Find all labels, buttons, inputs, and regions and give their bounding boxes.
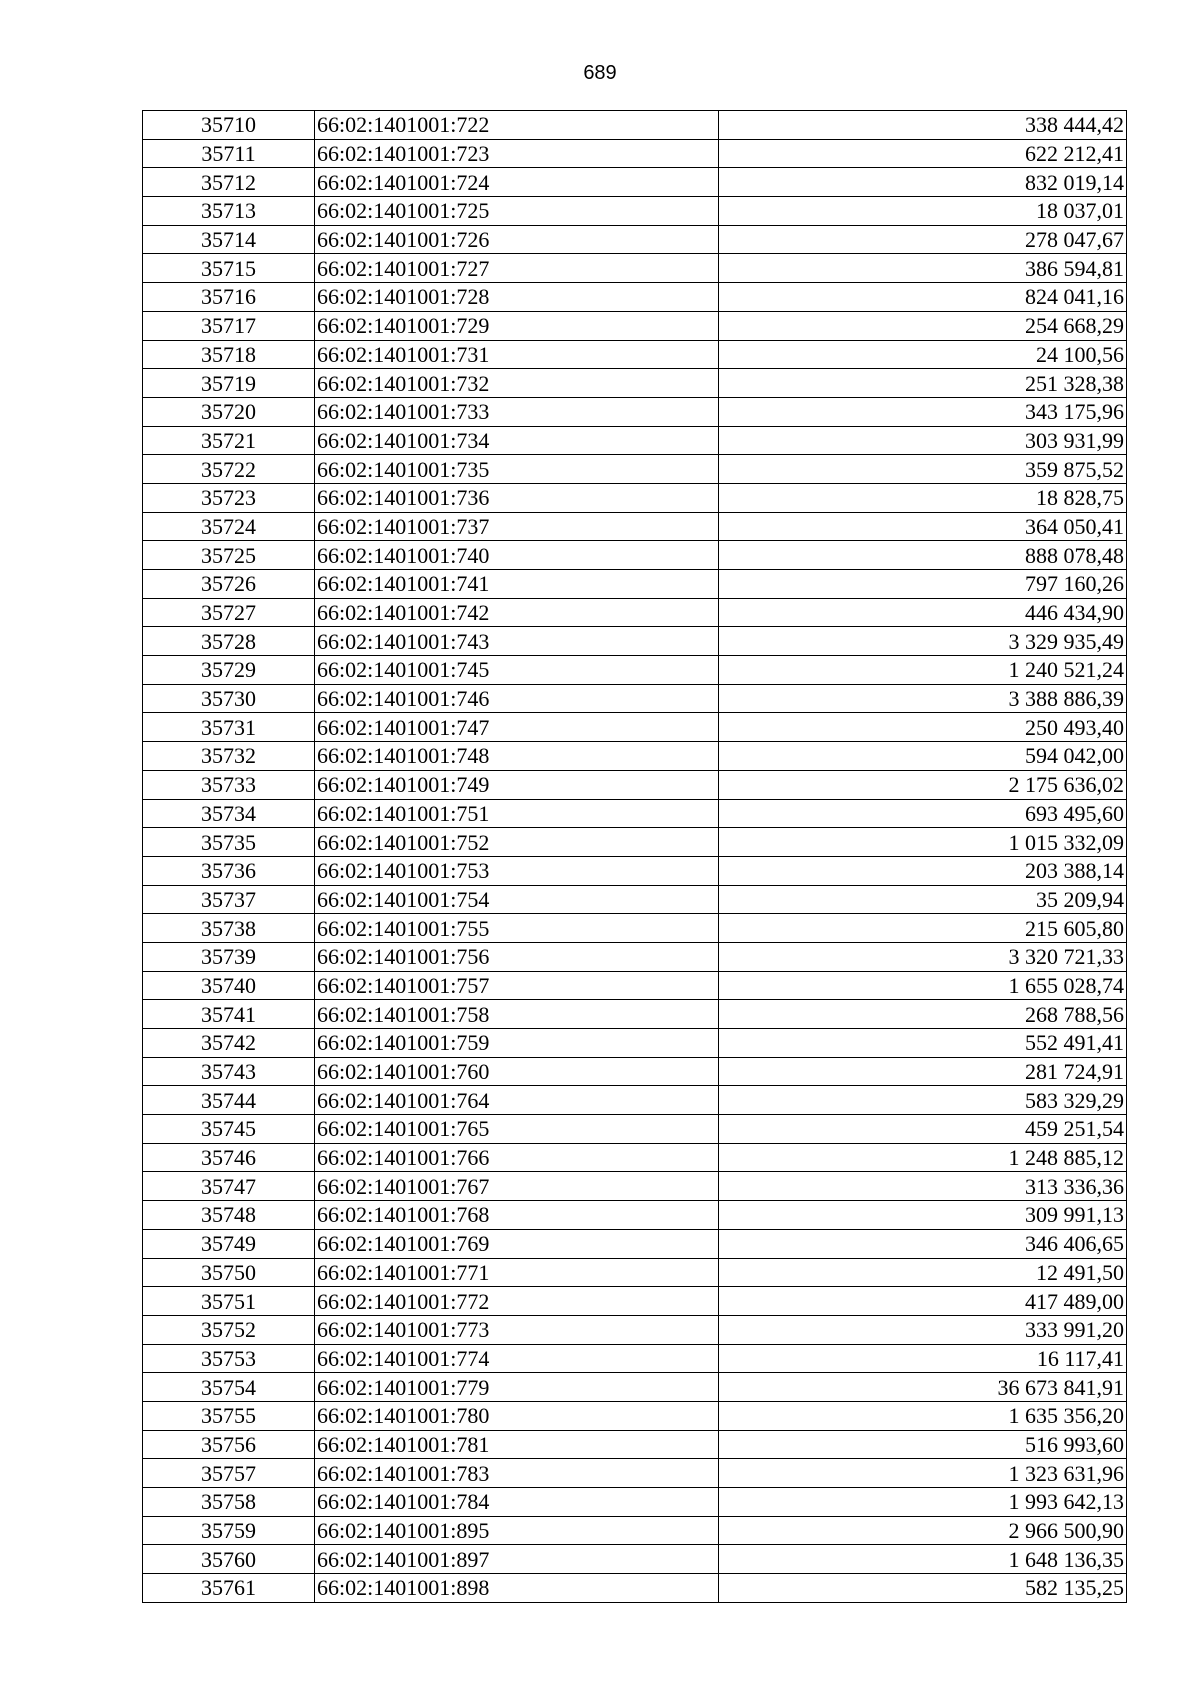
- cadastral-number-cell: 66:02:1401001:741: [315, 570, 719, 599]
- row-number-cell: 35751: [143, 1287, 315, 1316]
- cadastral-number-cell: 66:02:1401001:780: [315, 1401, 719, 1430]
- cadastral-value-cell: 824 041,16: [719, 283, 1127, 312]
- cadastral-number-cell: 66:02:1401001:766: [315, 1143, 719, 1172]
- row-number-cell: 35747: [143, 1172, 315, 1201]
- row-number-cell: 35727: [143, 598, 315, 627]
- cadastral-value-cell: 1 323 631,96: [719, 1459, 1127, 1488]
- cadastral-value-cell: 3 329 935,49: [719, 627, 1127, 656]
- cadastral-value-cell: 16 117,41: [719, 1344, 1127, 1373]
- table-row: [143, 914, 1127, 943]
- row-number-cell: 35715: [143, 254, 315, 283]
- cadastral-number-cell: 66:02:1401001:754: [315, 885, 719, 914]
- row-number-cell: 35755: [143, 1401, 315, 1430]
- cadastral-value-cell: 797 160,26: [719, 570, 1127, 599]
- row-number-cell: 35732: [143, 742, 315, 771]
- row-number-cell: 35746: [143, 1143, 315, 1172]
- row-number-cell: 35717: [143, 311, 315, 340]
- cadastral-number-cell: 66:02:1401001:774: [315, 1344, 719, 1373]
- row-number-cell: 35711: [143, 139, 315, 168]
- table-row: [143, 197, 1127, 226]
- cadastral-number-cell: 66:02:1401001:743: [315, 627, 719, 656]
- table-row: [143, 1373, 1127, 1402]
- row-number-cell: 35748: [143, 1201, 315, 1230]
- row-number-cell: 35726: [143, 570, 315, 599]
- table-row: [143, 885, 1127, 914]
- row-number-cell: 35759: [143, 1516, 315, 1545]
- cadastral-number-cell: 66:02:1401001:773: [315, 1315, 719, 1344]
- table-row: [143, 139, 1127, 168]
- row-number-cell: 35712: [143, 168, 315, 197]
- cadastral-value-cell: 278 047,67: [719, 225, 1127, 254]
- cadastral-number-cell: 66:02:1401001:726: [315, 225, 719, 254]
- row-number-cell: 35752: [143, 1315, 315, 1344]
- row-number-cell: 35745: [143, 1115, 315, 1144]
- cadastral-number-cell: 66:02:1401001:781: [315, 1430, 719, 1459]
- row-number-cell: 35743: [143, 1057, 315, 1086]
- cadastral-number-cell: 66:02:1401001:723: [315, 139, 719, 168]
- row-number-cell: 35741: [143, 1000, 315, 1029]
- row-number-cell: 35729: [143, 656, 315, 685]
- cadastral-number-cell: 66:02:1401001:735: [315, 455, 719, 484]
- cadastral-number-cell: 66:02:1401001:747: [315, 713, 719, 742]
- table-row: [143, 340, 1127, 369]
- cadastral-value-cell: 36 673 841,91: [719, 1373, 1127, 1402]
- table-row: [143, 598, 1127, 627]
- cadastral-number-cell: 66:02:1401001:753: [315, 856, 719, 885]
- cadastral-number-cell: 66:02:1401001:733: [315, 397, 719, 426]
- cadastral-value-cell: 516 993,60: [719, 1430, 1127, 1459]
- table-row: [143, 1115, 1127, 1144]
- cadastral-value-cell: 459 251,54: [719, 1115, 1127, 1144]
- row-number-cell: 35739: [143, 942, 315, 971]
- table-row: [143, 1201, 1127, 1230]
- cadastral-number-cell: 66:02:1401001:752: [315, 828, 719, 857]
- cadastral-value-cell: 1 015 332,09: [719, 828, 1127, 857]
- cadastral-number-cell: 66:02:1401001:760: [315, 1057, 719, 1086]
- table-row: [143, 1545, 1127, 1574]
- row-number-cell: 35736: [143, 856, 315, 885]
- cadastral-value-cell: 203 388,14: [719, 856, 1127, 885]
- cadastral-value-cell: 693 495,60: [719, 799, 1127, 828]
- table-row: [143, 828, 1127, 857]
- row-number-cell: 35713: [143, 197, 315, 226]
- cadastral-number-cell: 66:02:1401001:746: [315, 684, 719, 713]
- row-number-cell: 35725: [143, 541, 315, 570]
- row-number-cell: 35718: [143, 340, 315, 369]
- row-number-cell: 35760: [143, 1545, 315, 1574]
- table-row: [143, 283, 1127, 312]
- table-row: [143, 713, 1127, 742]
- cadastral-value-cell: 268 788,56: [719, 1000, 1127, 1029]
- cadastral-value-cell: 594 042,00: [719, 742, 1127, 771]
- cadastral-value-cell: 35 209,94: [719, 885, 1127, 914]
- table-row: [143, 770, 1127, 799]
- table-row: [143, 1574, 1127, 1603]
- cadastral-number-cell: 66:02:1401001:751: [315, 799, 719, 828]
- row-number-cell: 35735: [143, 828, 315, 857]
- cadastral-value-cell: 251 328,38: [719, 369, 1127, 398]
- table-row: [143, 684, 1127, 713]
- row-number-cell: 35723: [143, 483, 315, 512]
- cadastral-number-cell: 66:02:1401001:749: [315, 770, 719, 799]
- cadastral-value-cell: 1 240 521,24: [719, 656, 1127, 685]
- cadastral-value-cell: 281 724,91: [719, 1057, 1127, 1086]
- row-number-cell: 35733: [143, 770, 315, 799]
- table-row: [143, 1029, 1127, 1058]
- cadastral-value-cell: 446 434,90: [719, 598, 1127, 627]
- row-number-cell: 35731: [143, 713, 315, 742]
- row-number-cell: 35753: [143, 1344, 315, 1373]
- table-row: [143, 627, 1127, 656]
- row-number-cell: 35710: [143, 111, 315, 140]
- cadastral-number-cell: 66:02:1401001:764: [315, 1086, 719, 1115]
- table-row: [143, 168, 1127, 197]
- cadastral-number-cell: 66:02:1401001:898: [315, 1574, 719, 1603]
- cadastral-number-cell: 66:02:1401001:727: [315, 254, 719, 283]
- table-row: [143, 1344, 1127, 1373]
- row-number-cell: 35749: [143, 1229, 315, 1258]
- cadastral-number-cell: 66:02:1401001:768: [315, 1201, 719, 1230]
- row-number-cell: 35744: [143, 1086, 315, 1115]
- row-number-cell: 35730: [143, 684, 315, 713]
- table-row: [143, 1229, 1127, 1258]
- row-number-cell: 35738: [143, 914, 315, 943]
- cadastral-number-cell: 66:02:1401001:784: [315, 1488, 719, 1517]
- cadastral-value-cell: 1 648 136,35: [719, 1545, 1127, 1574]
- cadastral-number-cell: 66:02:1401001:725: [315, 197, 719, 226]
- cadastral-value-cell: 3 320 721,33: [719, 942, 1127, 971]
- table-row: [143, 1143, 1127, 1172]
- table-row: [143, 455, 1127, 484]
- cadastral-number-cell: 66:02:1401001:745: [315, 656, 719, 685]
- row-number-cell: 35757: [143, 1459, 315, 1488]
- cadastral-number-cell: 66:02:1401001:767: [315, 1172, 719, 1201]
- cadastral-value-cell: 18 828,75: [719, 483, 1127, 512]
- cadastral-value-cell: 1 248 885,12: [719, 1143, 1127, 1172]
- table-row: [143, 742, 1127, 771]
- cadastral-value-cell: 24 100,56: [719, 340, 1127, 369]
- cadastral-value-cell: 2 966 500,90: [719, 1516, 1127, 1545]
- cadastral-value-cell: 338 444,42: [719, 111, 1127, 140]
- cadastral-number-cell: 66:02:1401001:755: [315, 914, 719, 943]
- cadastral-number-cell: 66:02:1401001:757: [315, 971, 719, 1000]
- cadastral-number-cell: 66:02:1401001:734: [315, 426, 719, 455]
- cadastral-number-cell: 66:02:1401001:783: [315, 1459, 719, 1488]
- cadastral-number-cell: 66:02:1401001:722: [315, 111, 719, 140]
- cadastral-value-cell: 346 406,65: [719, 1229, 1127, 1258]
- cadastral-value-cell: 215 605,80: [719, 914, 1127, 943]
- row-number-cell: 35714: [143, 225, 315, 254]
- table-row: [143, 1430, 1127, 1459]
- row-number-cell: 35719: [143, 369, 315, 398]
- cadastral-number-cell: 66:02:1401001:758: [315, 1000, 719, 1029]
- cadastral-number-cell: 66:02:1401001:772: [315, 1287, 719, 1316]
- cadastral-number-cell: 66:02:1401001:765: [315, 1115, 719, 1144]
- cadastral-value-cell: 888 078,48: [719, 541, 1127, 570]
- table-row: [143, 1086, 1127, 1115]
- table-row: [143, 426, 1127, 455]
- cadastral-value-cell: 250 493,40: [719, 713, 1127, 742]
- cadastral-value-cell: 343 175,96: [719, 397, 1127, 426]
- cadastral-number-cell: 66:02:1401001:742: [315, 598, 719, 627]
- cadastral-number-cell: 66:02:1401001:740: [315, 541, 719, 570]
- table-row: [143, 512, 1127, 541]
- cadastral-value-cell: 254 668,29: [719, 311, 1127, 340]
- row-number-cell: 35724: [143, 512, 315, 541]
- cadastral-value-cell: 582 135,25: [719, 1574, 1127, 1603]
- cadastral-number-cell: 66:02:1401001:736: [315, 483, 719, 512]
- table-row: [143, 656, 1127, 685]
- cadastral-value-table: [142, 110, 1127, 1603]
- row-number-cell: 35722: [143, 455, 315, 484]
- table-row: [143, 483, 1127, 512]
- cadastral-number-cell: 66:02:1401001:728: [315, 283, 719, 312]
- cadastral-value-cell: 359 875,52: [719, 455, 1127, 484]
- cadastral-number-cell: 66:02:1401001:732: [315, 369, 719, 398]
- cadastral-value-cell: 303 931,99: [719, 426, 1127, 455]
- row-number-cell: 35716: [143, 283, 315, 312]
- cadastral-value-cell: 12 491,50: [719, 1258, 1127, 1287]
- table-row: [143, 570, 1127, 599]
- row-number-cell: 35758: [143, 1488, 315, 1517]
- cadastral-value-cell: 622 212,41: [719, 139, 1127, 168]
- table-row: [143, 254, 1127, 283]
- table-row: [143, 1057, 1127, 1086]
- table-row: [143, 1459, 1127, 1488]
- cadastral-number-cell: 66:02:1401001:737: [315, 512, 719, 541]
- row-number-cell: 35720: [143, 397, 315, 426]
- cadastral-number-cell: 66:02:1401001:748: [315, 742, 719, 771]
- cadastral-value-cell: 18 037,01: [719, 197, 1127, 226]
- cadastral-number-cell: 66:02:1401001:897: [315, 1545, 719, 1574]
- cadastral-number-cell: 66:02:1401001:895: [315, 1516, 719, 1545]
- cadastral-value-cell: 1 635 356,20: [719, 1401, 1127, 1430]
- row-number-cell: 35740: [143, 971, 315, 1000]
- table-row: [143, 1172, 1127, 1201]
- row-number-cell: 35734: [143, 799, 315, 828]
- table-row: [143, 369, 1127, 398]
- table-row: [143, 311, 1127, 340]
- cadastral-number-cell: 66:02:1401001:731: [315, 340, 719, 369]
- cadastral-number-cell: 66:02:1401001:756: [315, 942, 719, 971]
- cadastral-value-cell: 1 655 028,74: [719, 971, 1127, 1000]
- cadastral-value-cell: 417 489,00: [719, 1287, 1127, 1316]
- row-number-cell: 35721: [143, 426, 315, 455]
- table-row: [143, 942, 1127, 971]
- row-number-cell: 35742: [143, 1029, 315, 1058]
- cadastral-value-cell: 309 991,13: [719, 1201, 1127, 1230]
- row-number-cell: 35750: [143, 1258, 315, 1287]
- cadastral-value-cell: 333 991,20: [719, 1315, 1127, 1344]
- table-row: [143, 397, 1127, 426]
- table-row: [143, 1516, 1127, 1545]
- table-row: [143, 1401, 1127, 1430]
- cadastral-number-cell: 66:02:1401001:769: [315, 1229, 719, 1258]
- cadastral-value-cell: 313 336,36: [719, 1172, 1127, 1201]
- table-row: [143, 1258, 1127, 1287]
- table-row: [143, 1287, 1127, 1316]
- cadastral-number-cell: 66:02:1401001:759: [315, 1029, 719, 1058]
- table-row: [143, 541, 1127, 570]
- table-row: [143, 111, 1127, 140]
- table-row: [143, 856, 1127, 885]
- table-row: [143, 971, 1127, 1000]
- row-number-cell: 35737: [143, 885, 315, 914]
- cadastral-value-cell: 2 175 636,02: [719, 770, 1127, 799]
- cadastral-value-cell: 552 491,41: [719, 1029, 1127, 1058]
- cadastral-value-cell: 386 594,81: [719, 254, 1127, 283]
- table-body: [143, 111, 1127, 1603]
- row-number-cell: 35761: [143, 1574, 315, 1603]
- cadastral-value-cell: 364 050,41: [719, 512, 1127, 541]
- cadastral-value-cell: 583 329,29: [719, 1086, 1127, 1115]
- page-number: 689: [583, 62, 617, 84]
- cadastral-number-cell: 66:02:1401001:729: [315, 311, 719, 340]
- cadastral-number-cell: 66:02:1401001:779: [315, 1373, 719, 1402]
- cadastral-value-cell: 3 388 886,39: [719, 684, 1127, 713]
- table-row: [143, 799, 1127, 828]
- cadastral-value-cell: 1 993 642,13: [719, 1488, 1127, 1517]
- row-number-cell: 35756: [143, 1430, 315, 1459]
- table-row: [143, 225, 1127, 254]
- row-number-cell: 35728: [143, 627, 315, 656]
- table-row: [143, 1000, 1127, 1029]
- cadastral-value-cell: 832 019,14: [719, 168, 1127, 197]
- table-row: [143, 1315, 1127, 1344]
- row-number-cell: 35754: [143, 1373, 315, 1402]
- cadastral-number-cell: 66:02:1401001:771: [315, 1258, 719, 1287]
- cadastral-number-cell: 66:02:1401001:724: [315, 168, 719, 197]
- table-row: [143, 1488, 1127, 1517]
